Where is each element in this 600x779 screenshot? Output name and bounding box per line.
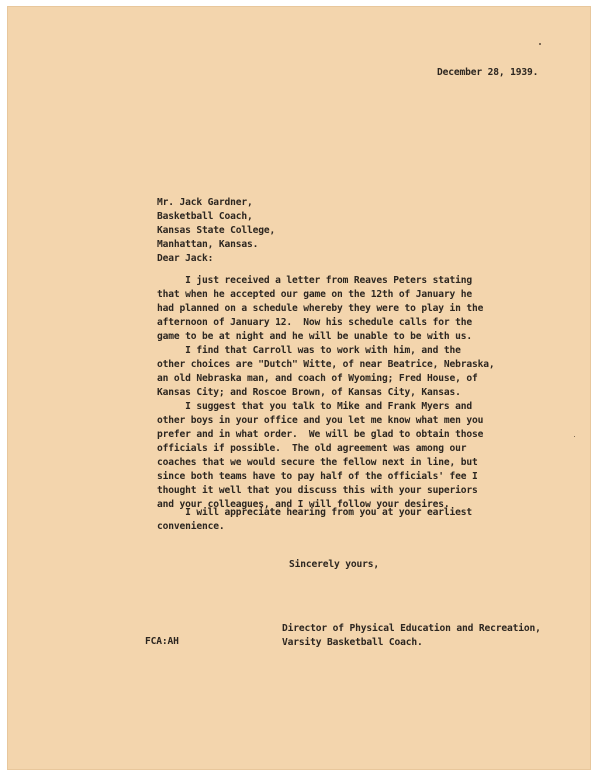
letter-date: December 28, 1939. [437, 67, 539, 78]
paragraph-line: coaches that we would secure the fellow next in line, but [157, 457, 478, 468]
paragraph-line: Kansas City; and Roscoe Brown, of Kansas City, Kansas. [157, 387, 461, 398]
paragraph-line: game to be at night and he will be unable to be with us. [157, 331, 473, 342]
paragraph-2 [157, 344, 495, 400]
letter-page [7, 6, 591, 770]
recipient-title: Basketball Coach, [157, 211, 253, 222]
paragraph-line: convenience. [157, 521, 225, 532]
recipient-address [157, 196, 275, 252]
salutation: Dear Jack: [157, 253, 214, 264]
paragraph-line: thought it well that you discuss this with your superiors [157, 485, 478, 496]
paragraph-line: I just received a letter from Reaves Peters stating [157, 275, 473, 286]
paragraph-line: that when he accepted our game on the 12th of January he [157, 289, 473, 300]
paragraph-4 [157, 506, 472, 534]
paragraph-line: other boys in your office and you let me know what men you [157, 415, 484, 426]
signature-title [282, 622, 541, 650]
recipient-institution: Kansas State College, [157, 225, 276, 236]
signature-line-2: Varsity Basketball Coach. [282, 637, 423, 648]
recipient-name: Mr. Jack Gardner, [157, 197, 253, 208]
paragraph-line: I find that Carroll was to work with him, and the [157, 345, 461, 356]
paragraph-line: had planned on a schedule whereby they were to play in the [157, 303, 484, 314]
paragraph-line: I will appreciate hearing from you at your earliest [157, 507, 473, 518]
recipient-city: Manhattan, Kansas. [157, 239, 259, 250]
paragraph-line: and your colleagues, and I will follow your desires. [157, 499, 450, 510]
paragraph-line: prefer and in what order. We will be glad to obtain those [157, 429, 484, 440]
paper-speck [574, 436, 575, 437]
signature-line-1: Director of Physical Education and Recreation, [282, 623, 541, 634]
paragraph-line: officials if possible. The old agreement was among our [157, 443, 467, 454]
closing: Sincerely yours, [289, 559, 380, 570]
paper-speck [539, 43, 541, 45]
paragraph-line: afternoon of January 12. Now his schedule calls for the [157, 317, 473, 328]
paragraph-1 [157, 274, 483, 344]
paragraph-line: I suggest that you talk to Mike and Frank Myers and [157, 401, 473, 412]
typist-initials: FCA:AH [145, 636, 179, 647]
paragraph-line: since both teams have to pay half of the officials' fee I [157, 471, 478, 482]
paragraph-line: an old Nebraska man, and coach of Wyoming; Fred House, of [157, 373, 478, 384]
paragraph-line: other choices are "Dutch" Witte, of near Beatrice, Nebraska, [157, 359, 495, 370]
paragraph-3 [157, 400, 483, 512]
